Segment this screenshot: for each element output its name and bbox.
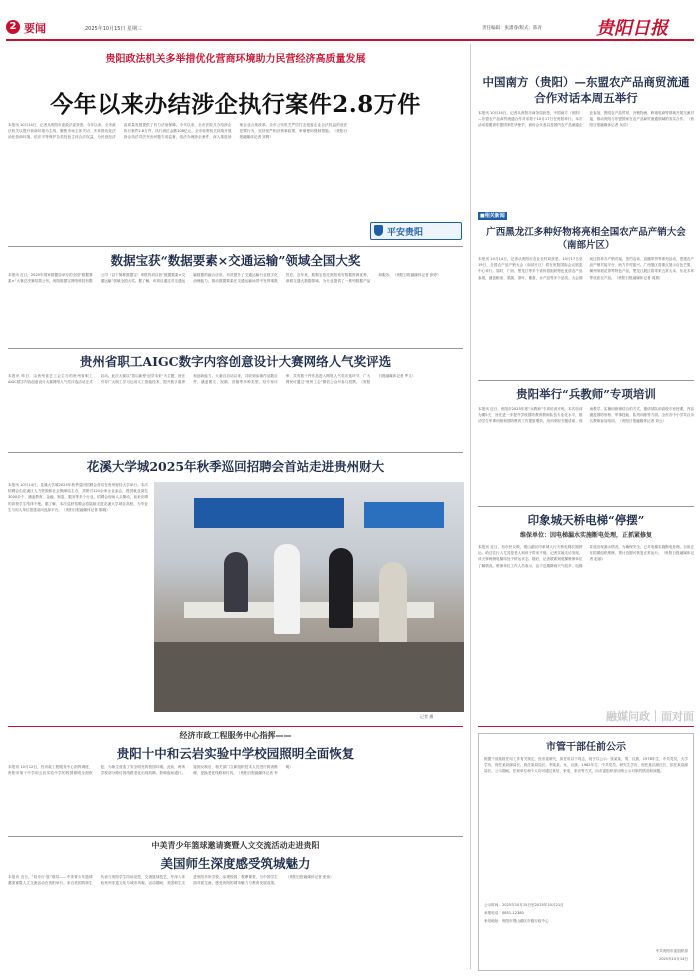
divider [8,246,463,247]
divider [8,348,463,349]
masthead-rule [6,39,694,41]
page-number-badge: 2 [6,20,20,34]
teacher-kicker: 中美青少年篮球邀请赛暨人文交流活动走进贵阳 [151,841,320,850]
notice-issuer: 中共贵阳市委组织部 [655,949,688,953]
aigc-headline: 贵州省职工AIGC数字内容创意设计大赛网络人气奖评选 [79,354,392,369]
right-story2-body: 本报讯 10月14日，记者从贵阳市农业农村局获悉，10月17日至19日，全国农产品产销大会（南部片区）将在贵阳国际会议展览中心举行。届时，广西、黑龙江等多个省份将组织特色优质农产品参展，涵盖粮油、果蔬、茶叶、畜禽、水产品等多个品类。大会期间还将举办产销对接、签约洽谈、直播带货等系列活动，搭建农产品产销对接平台，助力乡村振兴。广西展区将重点展示百色芒果、横州茉莉花茶等特色产品，黑龙江展区将带来五常大米、东北木耳等优质农产品。（贵阳日报融媒体记者 周燕） [478,257,694,280]
column-banner [560,708,694,722]
main-kicker: 贵阳政法机关多举措优化营商环境助力民营经济高质量发展 [105,54,366,65]
divider [478,726,694,727]
right-story1-body: 本报讯 10月14日，记者从贵阳市商务局获悉，中国南方（贵阳）—东盟农产品商贸流通合作对话将于10月17日在贵阳举行。本次活动将邀请东盟国家驻华使节、商协会代表以及国内农产品流通企业参加，围绕农产品贸易、冷链物流、跨境电商等领域开展交流对接，推动贵阳与东盟国家在农产品商贸流通领域的务实合作。（贵阳日报融媒体记者 吴浩） [478,111,694,128]
editor-credits: 责任编辑：张潇睿/版式：陈青 [482,26,543,31]
divider [8,452,463,453]
teacher-headline: 美国师生深度感受筑城魅力 [160,856,311,871]
person-shape [329,548,353,628]
issue-date: 2025年10月15日 星期三 [85,26,143,32]
notice-period: 公示时间：2025年10月15日至2025年10月21日 [484,903,564,907]
main-body: 本报讯 10月14日，记者从贵阳市委政法委获悉，今年以来，全市政法机关以提升营商环境为主线，聚焦市场主体关切，多举措优化法治化营商环境，依法平等保护各类经营主体合法权益，为民营经济高质量发展提供了有力法治保障。今年以来，全市法院共办结涉企执行案件2.8万件，执行到位金额108亿元。全市检察机关持续开展涉企执法司法突出问题专项监督，依法办理涉企案件，深入推进涉案企业合规改革。全市公安机关严厉打击侵害企业合法权益的违法犯罪行为，坚持宽严相济刑事政策，审慎使用强制措施。（贵阳日报融媒体记者 宋辉） [8,123,348,140]
public-notice-box [478,733,694,971]
right-story1-headline: 中国南方（贵阳）—东盟农产品商贸流通合作对话本周五举行 [482,75,690,105]
right-story4-body: 本报讯 近日，有市民反映，观山湖区印象城人行天桥电梯长期停运，给过往行人尤其是老人和孩子带来不便。记者实地走访发现，该天桥两侧电梯均处于停运状态。随后，记者联系到电梯维保单位了解情况。维保单位工作人员表示，由于近期降雨天气较多，电梯井道出现漏水情况，为确保安全，已对电梯实施断电处理。目前正在抓紧组织维修，预计近期可恢复正常运行。（贵阳日报融媒体记者 赵丽） [478,545,694,568]
shield-icon [374,225,383,236]
photo-credit: 记者 摄 [420,714,434,719]
aigc-body: 本报讯 昨日，由贵州省总工会主办的贵州省职工AIGC数字内容创意设计大赛网络人气奖评选活动正式启动。此次大赛以“智启新程·创享未来”为主题，旨在引导广大职工学习运用人工智能技术，提升数字素养和创新能力。大赛自启动以来，共收到参赛作品数百件，涵盖图文、视频、音频等多种类型。经专家评审，共有数十件作品进入网络人气奖评选环节，广大网民可通过“贵州工会”微信公众号参与投票。（贵阳日报融媒体记者 罗文） [8,374,416,385]
banner-shape [364,502,444,528]
related-news-label: ■相关新闻 [480,213,505,219]
section-label: 要闻 [24,22,46,35]
safe-guiyang-badge [370,222,462,240]
job-fair-photo [154,482,464,712]
column-divider [470,44,471,969]
newspaper-logo: 贵阳日报 [596,18,668,39]
banner-shape [194,498,344,528]
notice-date: 2025年10月14日 [658,957,688,961]
notice-body: 根据干部选拔任用工作有关规定，经市委研究，拟任用以下同志，现予以公示：张某某，男，汉族，1978年生，中共党员，大学学历，现任某局副局长，拟任某局局长。李某某，女，汉族，1982年生，中共党员，研究生学历，现任某区副区长，拟任某局副局长。公示期间，任何单位和个人均可通过来信、来电、来访等方式，向市委组织部反映公示对象的情况和问题。 [484,757,688,774]
notice-title: 市管干部任前公示 [546,742,626,753]
huaxi-body: 本报讯 10月14日，花溪大学城2025年秋季巡回招聘会首站在贵州财经大学举行。本次招聘会由花溪区人力资源和社会保障局主办，共吸引120余家企业参会，提供就业岗位3000余个，涵盖教育、金融、制造、服务等多个行业。招聘会现场人头攒动，前来应聘的高校学生络绎不绝。据了解，本次巡回招聘会将陆续走进花溪大学城各高校，为毕业生与用人单位搭建双向选择平台。（贵阳日报融媒体记者 陈晓） [8,483,148,512]
right-story4-subhead: 维保单位：因电梯漏水实施断电处理，正抓紧修复 [519,532,652,539]
data-headline: 数据宝获“数据要素×交通运输”领域全国大奖 [110,253,361,268]
person-shape [224,552,248,612]
safe-guiyang-label: 平安贵阳 [387,228,424,238]
tech-headline: 贵阳十中和云岩实验中学校园照明全面恢复 [116,746,355,761]
data-body: 本报讯 近日，2025年国家数据局举办的全国“数据要素×”大赛总决赛结果公布，贵阳数据宝网络科技有限公司（以下简称数据宝）申报的项目获“数据要素×交通运输”领域全国大奖。据了解，该项目通过对交通运输数据的融合应用，有效提升了交通运输行业数字化治理能力，推动数据要素在交通运输场景中发挥乘数效应。近年来，数据宝依托贵阳贵安数据资源优势，深耕交通大数据领域，为行业提供了一系列数据产品和服务。（贵阳日报融媒体记者 彭婷） [8,273,441,284]
person-shape [274,544,300,634]
teacher-body: 本报讯 近日，“同舟行·篮”联结——中美青少年篮球邀请赛暨人文交流活动在贵阳举行。来自美国的师生代表与贵阳学生同场竞技，交流篮球技艺，并深入体验贵州非遗文化与城市风貌。活动期间，美国师生走进贵阳多所学校，参观校园、观摩课堂，与中国学生面对面交流，感受贵阳的城市魅力与教育发展成果。（贵阳日报融媒体记者 张伟） [8,875,334,886]
right-story3-body: 本报讯 近日，贵阳市2025年度“兵教师”专项培训开班。本次培训为期5天，旨在进一步提升学校国防教育教师队伍专业化水平，推动学生军事训练和国防教育工作提质增效。培训采取专题讲座、现场教学、实操训练相结合的方式，邀请部队和高校专家授课，内容涵盖国防形势、军事技能、队列训练等方面。全市各中小学共百余名教师参加培训。（贵阳日报融媒体记者 刘云） [478,407,694,424]
divider [478,380,694,381]
huaxi-headline: 花溪大学城2025年秋季巡回招聘会首站走进贵州财大 [86,459,385,474]
notice-tel: 举报电话：0851-12380 [484,911,524,915]
main-headline: 今年以来办结涉企执行案件2.8万件 [50,91,421,118]
notice-address: 来信地址：贵阳市观山湖区市级行政中心 [484,919,549,923]
divider [478,506,694,507]
banner-label: 融媒问政｜面对面 [606,710,694,723]
right-story4-headline: 印象城天桥电梯“停摆” [527,513,645,527]
tech-kicker: 经济市政工程服务中心指挥—— [179,731,292,740]
divider [8,836,463,837]
divider [8,726,463,727]
tech-body: 本报讯 10月12日，经市政工程服务中心指挥调度，贵阳市第十中学和云岩实验中学的校园照明全面恢复，为师生营造了安全明亮的校园环境。此前，两所学校部分路灯因线路老化出现故障，影响夜间通行。接到反映后，相关部门立即组织技术人员进行排查维修，更换老化线路和灯具。（贵阳日报融媒体记者 李明） [8,765,293,776]
right-story2-headline: 广西黑龙江多种好物将亮相全国农产品产销大会（南部片区） [486,227,686,251]
right-story3-headline: 贵阳举行“兵教师”专项培训 [516,387,656,401]
crowd-shape [154,642,464,712]
